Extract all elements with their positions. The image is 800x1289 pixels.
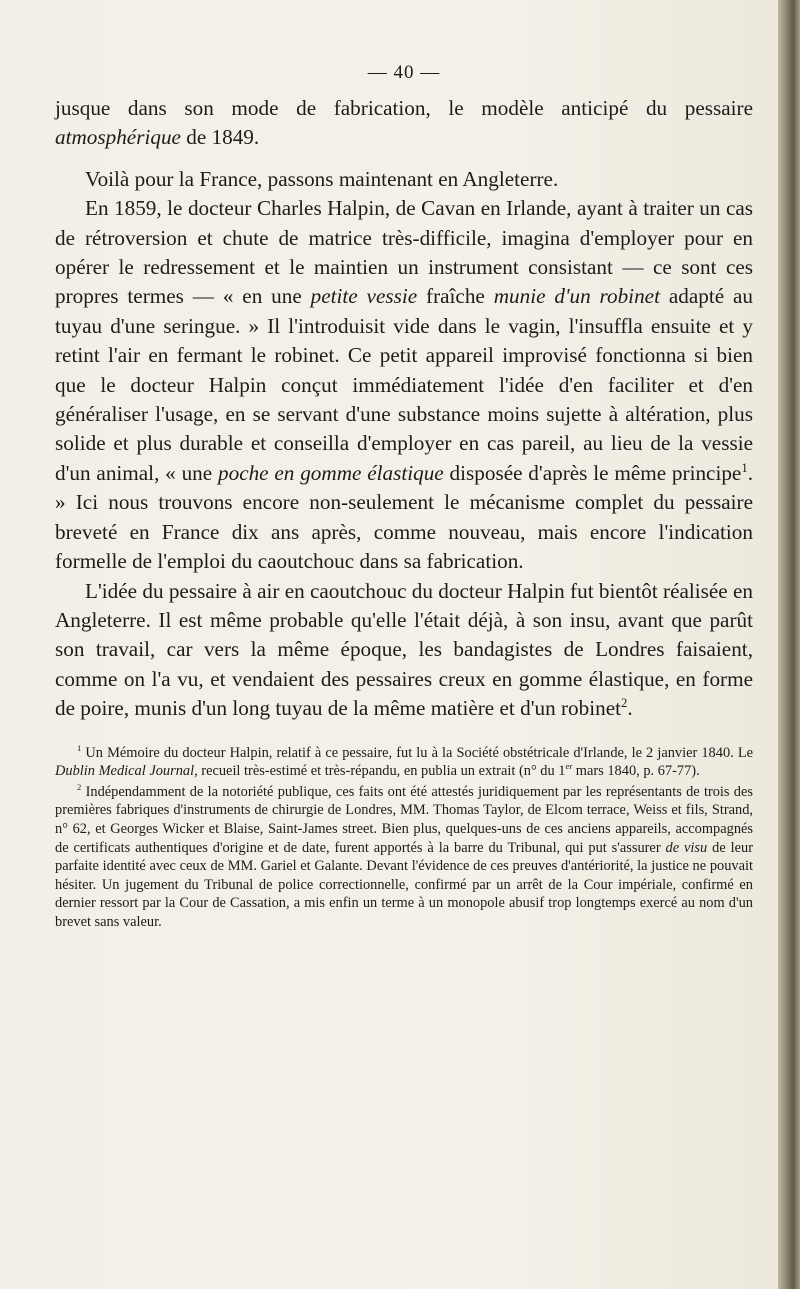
paragraph-1: jusque dans son mode de fabrication, le modèle anticipé du pessaire atmosphérique de 1849. (55, 96, 753, 150)
paragraph-4: L'idée du pessaire à air en caoutchouc du docteur Halpin fut bientôt réalisée en Angleterre. Il est même probable qu'elle l'était déjà, à son insu, avant que parût son travail, car vers la même époque, les bandagistes de Londres faisaient, comme on l'a vu, et vendaient des pessaires creux en gomme élastique, en forme de poire, munis d'un long tuyau de la même matière et d'un robinet$^2$. (55, 578, 754, 721)
main-text (55, 94, 753, 724)
page-content (55, 62, 753, 933)
footnotes (55, 744, 753, 932)
paragraph-3: En 1859, le docteur Charles Halpin, de Cavan en Irlande, ayant à traiter un cas de rétroversion et chute de matrice très-difficile, imagina d'employer pour en opérer le redressement et le maintien un instrument consistant — ce sont ces propres termes — « en une petite vessie fraîche munie d'un robinet adapté au tuyau d'une seringue. » Il l'introduisit vide dans le vagin, l'insuffla ensuite et y retint l'air en fermant le robinet. Ce petit appareil improvisé fonctionna si bien que le docteur Halpin conçut immédiatement l'idée d'en faciliter et d'en généraliser l'usage, en se servant d'une substance moins sujette à altération, plus solide et plus durable et conseilla d'employer en cas pareil, au lieu de la vessie d'un animal, « une poche en gomme élastique disposée d'après le même principe$^1$. » Ici nous trouvons encore non-seulement le mécanisme complet du pessaire breveté en France dix ans après, comme nouveau, mais encore l'indication formelle de l'emploi du caoutchouc dans sa fabrication. (55, 196, 753, 574)
paragraph-2: Voilà pour la France, passons maintenant en Angleterre. (85, 166, 559, 191)
footnote-1: $^1$ Un Mémoire du docteur Halpin, relatif à ce pessaire, fut lu à la Société obstétricale d'Irlande, le 2 janvier 1840. Le Dublin Medical Journal, recueil très-estimé et très-répandu, en publia un extrait (n° du 1er mars 1840, p. 67-77). (55, 742, 753, 780)
page-edge (778, 0, 800, 1289)
footnote-2: $^2$ Indépendamment de la notoriété publique, ces faits ont été attestés juridiquement par les représentants de trois des premières fabriques d'instruments de chirurgie de Londres, MM. Thomas Taylor, de Elcom terrace, Weiss et fils, Strand, n° 62, et Georges Wicker et Blaise, Saint-James street. Bien plus, quelques-uns de ces anciens appareils, accompagnés de certificats authentiques d'origine et de date, furent apportés à la barre du Tribunal, qui put s'assurer de visu de leur parfaite identité avec ceux de MM. Gariel et Galante. Devant l'évidence de ces preuves d'antériorité, la justice ne pouvait hésiter. Un jugement du Tribunal de police correctionnelle, confirmé par un arrêt de la Cour impériale, confirmé en dernier ressort par la Cour de Cassation, a mis enfin un terme à un monopole abusif trop longtemps exercé au nom d'un brevet sans valeur. (55, 781, 753, 930)
page-number: — 40 — (367, 62, 441, 83)
